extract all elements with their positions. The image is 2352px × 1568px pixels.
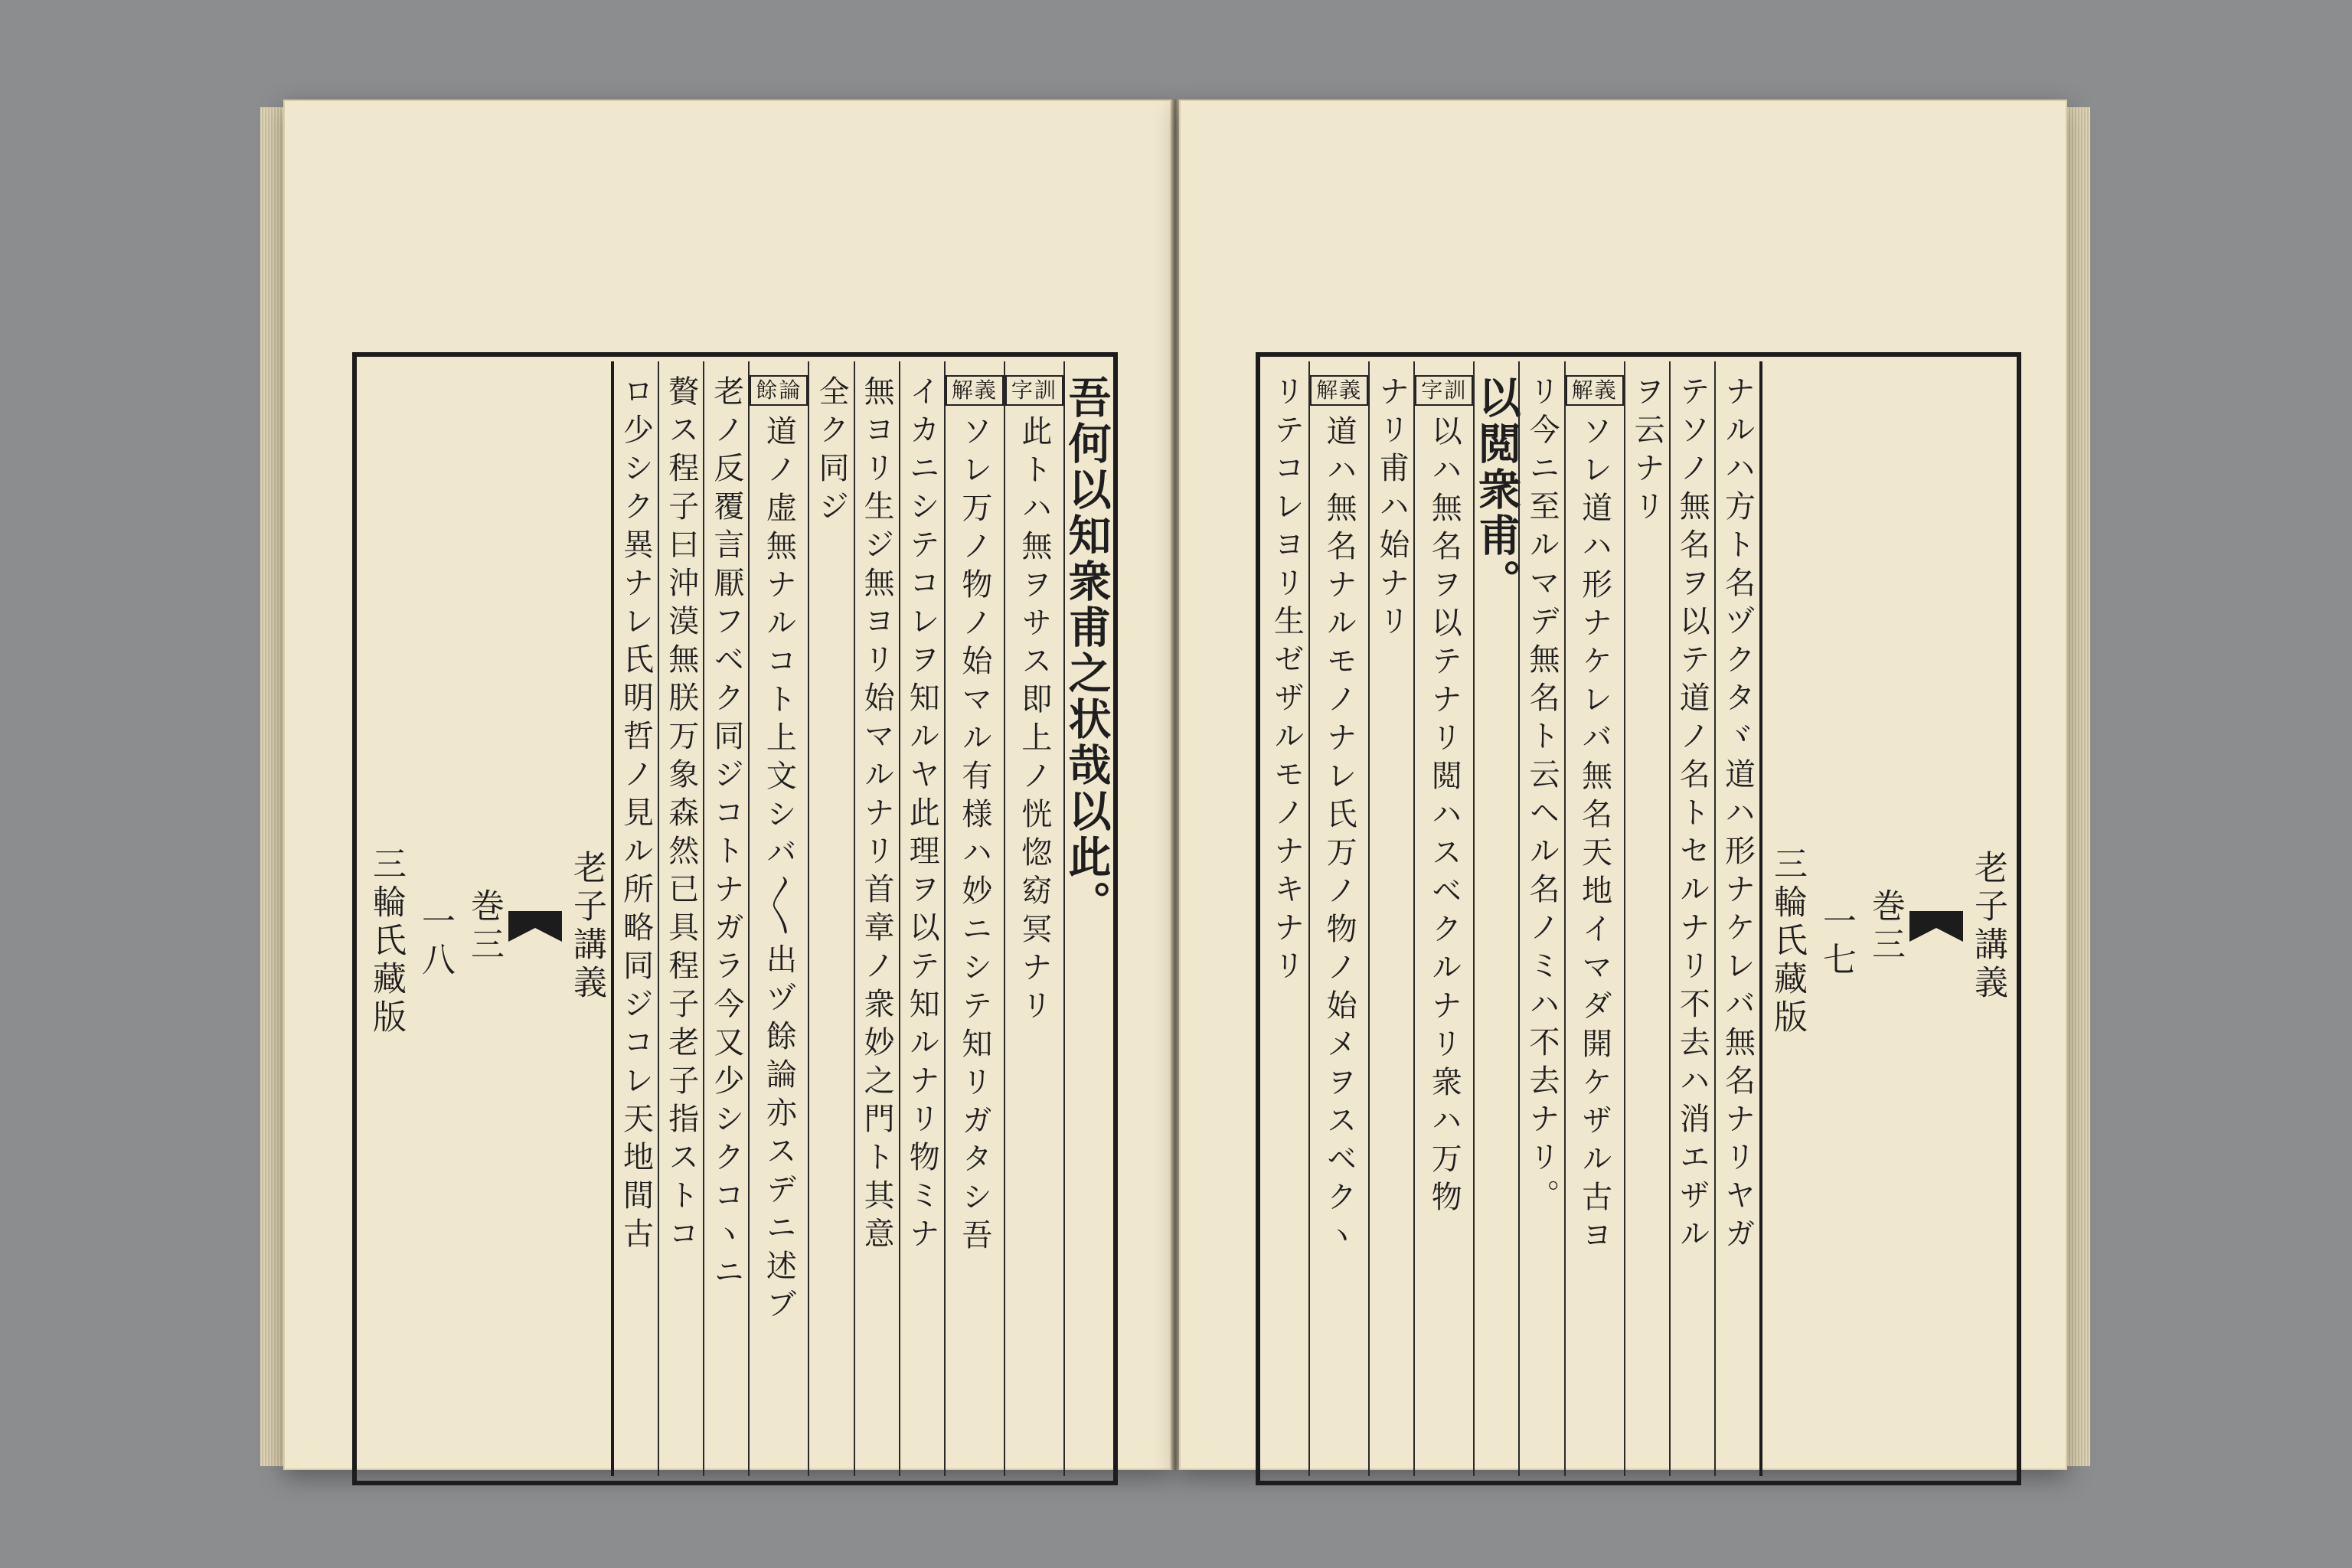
column-text: ナルハ方ト名ヅクタヾ道ハ形ナケレバ無名ナリヤガ: [1720, 375, 1756, 1256]
column-text: 全ク同ジ: [813, 375, 849, 528]
left-page: [283, 100, 1171, 1470]
column-tag: 解義: [1566, 375, 1624, 406]
column-tag: 餘論: [750, 375, 808, 406]
column-text: ロ少シク異ナレ氏明哲ノ見ル所略同ジコレ天地間古: [618, 375, 654, 1256]
text-column: [854, 361, 899, 1476]
text-column: [614, 361, 658, 1476]
column-text: 以ハ無名ヲ以テナリ閲ハスベクルナリ衆ハ万物: [1426, 415, 1462, 1219]
column-tag: 解義: [1310, 375, 1368, 406]
text-column: [703, 361, 748, 1476]
fishtail-mark: [1909, 911, 1963, 942]
text-column: [1564, 361, 1624, 1476]
text-column: [1624, 361, 1669, 1476]
fishtail-mark: [508, 911, 562, 942]
text-column: [808, 361, 853, 1476]
column-text: 吾何以知衆甫之状哉以此。: [1061, 375, 1112, 926]
text-column: [1265, 361, 1308, 1476]
spine-title: 老子講義: [1968, 850, 2007, 1003]
column-text: テソノ無名ヲ以テ道ノ名トセルナリ不去ハ消エザル: [1674, 375, 1710, 1256]
column-tag: 字訓: [1415, 375, 1473, 406]
column-text: リテコレヨリ生ゼザルモノナキナリ: [1269, 375, 1305, 988]
right-text-frame: [1256, 352, 2021, 1485]
spine-publisher: 三輪氏藏版: [366, 846, 406, 1037]
text-column: [1413, 361, 1473, 1476]
column-text: 道ノ虚無ナルコト上文シバ〳〵出ヅ餘論亦スデニ述ブ: [761, 415, 797, 1326]
spine-title: 老子講義: [567, 850, 606, 1003]
text-column: [1669, 361, 1714, 1476]
spine-publisher: 三輪氏藏版: [1768, 846, 1807, 1037]
column-text: イカニシテコレヲ知ルヤ此理ヲ以テ知ルナリ物ミナ: [904, 375, 940, 1256]
left-hanshin-margin: [361, 361, 614, 1476]
text-column: [1518, 361, 1563, 1476]
text-column: [1308, 361, 1368, 1476]
open-book: [283, 100, 2067, 1470]
column-text: 此トハ無ヲサス即上ノ恍惚窈冥ナリ: [1016, 415, 1052, 1027]
text-column: [1368, 361, 1413, 1476]
left-text-frame: [352, 352, 1118, 1485]
column-text: ナリ甫ハ始ナリ: [1374, 375, 1410, 643]
book-gutter: [1171, 100, 1179, 1470]
spine-page-number: 一七: [1817, 903, 1856, 980]
text-column: [1471, 361, 1522, 1476]
right-hanshin-margin: [1759, 361, 2012, 1476]
column-text: 無ヨリ生ジ無ヨリ始マルナリ首章ノ衆妙之門ト其意: [859, 375, 895, 1256]
text-column: [658, 361, 703, 1476]
column-text: 道ハ無名ナルモノナレ氏万ノ物ノ始メヲスベクヽ: [1321, 415, 1357, 1257]
column-tag: 解義: [946, 375, 1004, 406]
column-text: リ今ニ至ルマデ無名ト云ヘル名ノミハ不去ナリ。: [1524, 375, 1560, 1217]
left-columns: [361, 361, 1112, 1476]
text-column: [1004, 361, 1063, 1476]
right-page: [1179, 100, 2067, 1470]
spine-volume: 巻三: [1866, 888, 1905, 965]
column-text: ヲ云ナリ: [1629, 375, 1665, 528]
left-page-edges: [260, 107, 283, 1466]
column-text: 以閲衆甫。: [1471, 375, 1522, 605]
column-text: 贅ス程子曰沖漠無朕万象森然已具程子老子指ストコ: [663, 375, 699, 1256]
right-columns: [1265, 361, 2012, 1476]
text-column: [1061, 361, 1112, 1476]
column-text: 老ノ反覆言厭フベク同ジコトナガラ今又少シクコヽニ: [708, 375, 744, 1294]
column-text: ソレ万ノ物ノ始マル有様ハ妙ニシテ知リガタシ吾: [956, 415, 992, 1257]
spine-volume: 巻三: [464, 888, 504, 965]
column-text: ソレ道ハ形ナケレバ無名天地イマダ開ケザル古ヨ: [1576, 415, 1612, 1257]
text-column: [944, 361, 1004, 1476]
text-column: [899, 361, 944, 1476]
text-column: [1714, 361, 1759, 1476]
column-tag: 字訓: [1005, 375, 1063, 406]
spine-page-number: 一八: [415, 903, 455, 980]
text-column: [748, 361, 808, 1476]
right-page-edges: [2067, 107, 2090, 1466]
